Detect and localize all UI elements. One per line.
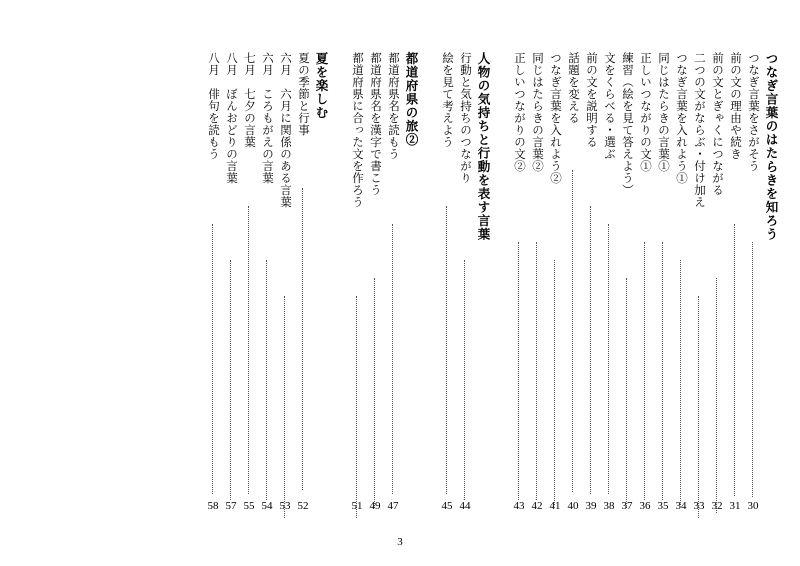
toc-page-number: 39: [585, 500, 597, 512]
toc-leader-dots: [644, 242, 646, 500]
toc-page-number: 42: [531, 500, 543, 512]
toc-leader-dots: [464, 260, 466, 500]
toc-entry-label: 人物の気持ちと行動を表す言葉: [476, 52, 490, 241]
toc-entry-label: 練習（絵を見て答えよう）: [621, 52, 633, 196]
toc-page-number: 37: [621, 500, 633, 512]
toc-page-number: 54: [261, 500, 273, 512]
toc-leader-dots: [266, 260, 268, 500]
toc-entry-label: 前の文を説明する: [585, 52, 597, 148]
toc-entry-label: 七月 七夕の言葉: [243, 52, 255, 148]
toc-entry-label: 絵を見て考えよう: [441, 52, 453, 148]
toc-spacer: [420, 52, 438, 512]
toc-entry[interactable]: [276, 52, 294, 512]
toc-leader-dots: [536, 242, 538, 500]
toc-entry-label: 文をくらべる・選ぶ: [603, 52, 615, 160]
toc-entry-label: 夏を楽しむ: [314, 52, 328, 120]
page-number: 3: [397, 536, 403, 548]
toc-leader-dots: [230, 260, 232, 500]
toc-section-heading[interactable]: [312, 52, 330, 512]
toc-leader-dots: [608, 224, 610, 494]
toc-page-number: 49: [369, 500, 381, 512]
toc-entry-label: 話題を変える: [567, 52, 579, 124]
toc-leader-dots: [392, 224, 394, 494]
toc-entry[interactable]: [600, 52, 618, 512]
toc-page-number: 52: [297, 500, 309, 512]
toc-leader-dots: [662, 242, 664, 500]
toc-entry[interactable]: [654, 52, 672, 512]
toc-entry-label: 同じはたらきの言葉②: [531, 52, 543, 172]
toc-entry-label: つなぎ言葉を入れよう②: [549, 52, 561, 184]
toc-entry-label: 正しいつながりの文①: [639, 52, 651, 172]
toc-section-heading[interactable]: [762, 52, 780, 512]
toc-page-number: 32: [711, 500, 723, 512]
toc-leader-dots: [626, 278, 628, 508]
toc-entry[interactable]: [528, 52, 546, 512]
toc-leader-dots: [680, 260, 682, 505]
toc-entry[interactable]: [510, 52, 528, 512]
toc-page-number: 40: [567, 500, 579, 512]
toc-entry-label: 都道府県に合った文を作ろう: [351, 52, 363, 208]
toc-entry-label: 都道府県名を漢字で書こう: [369, 52, 381, 196]
toc-page-number: 51: [351, 500, 363, 512]
toc-page-number: 45: [441, 500, 453, 512]
toc-spacer: [330, 52, 348, 512]
toc-entry[interactable]: [222, 52, 240, 512]
toc-entry-label: つなぎ言葉をさがそう: [747, 52, 759, 172]
toc-page-number: 41: [549, 500, 561, 512]
toc-page-number: 55: [243, 500, 255, 512]
toc-page-number: 53: [279, 500, 291, 512]
toc-leader-dots: [356, 296, 358, 518]
toc-entry-label: 前の文とぎゃくにつながる: [711, 52, 723, 196]
toc-entry-label: 都道府県の旅②: [404, 52, 418, 147]
toc-page-number: 58: [207, 500, 219, 512]
toc-entry-label: 正しいつながりの文②: [513, 52, 525, 172]
toc-entry[interactable]: [294, 52, 312, 512]
toc-entry[interactable]: [726, 52, 744, 512]
toc-entry[interactable]: [384, 52, 402, 512]
toc-section-heading[interactable]: [402, 52, 420, 512]
toc-entry-label: 前の文の理由や続き: [729, 52, 741, 160]
toc-entry-label: つなぎ言葉を入れよう①: [675, 52, 687, 184]
toc-leader-dots: [572, 170, 574, 492]
toc-entry[interactable]: [348, 52, 366, 512]
table-of-contents: [20, 52, 780, 522]
toc-entry-label: 八月 ぼんおどりの言葉: [225, 52, 237, 184]
toc-leader-dots: [752, 242, 754, 497]
toc-entry-label: 行動と気持ちのつながり: [459, 52, 471, 184]
toc-page-number: 36: [639, 500, 651, 512]
toc-leader-dots: [554, 260, 556, 505]
toc-section-heading[interactable]: [474, 52, 492, 512]
toc-leader-dots: [698, 296, 700, 518]
toc-entry[interactable]: [204, 52, 222, 512]
toc-entry-label: 六月 ころもがえの言葉: [261, 52, 273, 184]
toc-spacer: [492, 52, 510, 512]
toc-leader-dots: [374, 278, 376, 508]
toc-entry[interactable]: [744, 52, 762, 512]
toc-leader-dots: [716, 278, 718, 513]
toc-entry[interactable]: [438, 52, 456, 512]
toc-page-number: 30: [747, 500, 759, 512]
toc-page-number: 35: [657, 500, 669, 512]
toc-page-number: 43: [513, 500, 525, 512]
toc-page-number: 31: [729, 500, 741, 512]
toc-entry[interactable]: [546, 52, 564, 512]
toc-entry[interactable]: [708, 52, 726, 512]
toc-entry-label: 同じはたらきの言葉①: [657, 52, 669, 172]
toc-page-number: 44: [459, 500, 471, 512]
toc-entry[interactable]: [618, 52, 636, 512]
toc-entry-label: 夏の季節と行事: [297, 52, 309, 136]
toc-page-number: 47: [387, 500, 399, 512]
toc-leader-dots: [302, 188, 304, 490]
toc-entry[interactable]: [456, 52, 474, 512]
toc-leader-dots: [446, 206, 448, 494]
toc-entry[interactable]: [564, 52, 582, 512]
toc-leader-dots: [248, 206, 250, 494]
toc-entry[interactable]: [240, 52, 258, 512]
toc-entry-label: 六月 六月に関係のある言葉: [279, 52, 291, 208]
toc-entry[interactable]: [690, 52, 708, 512]
toc-entry[interactable]: [672, 52, 690, 512]
toc-page-number: 57: [225, 500, 237, 512]
toc-leader-dots: [590, 206, 592, 494]
toc-entry-label: 八月 俳句を読もう: [207, 52, 219, 160]
toc-entry-label: 二つの文がならぶ・付け加え: [693, 52, 705, 208]
toc-leader-dots: [734, 224, 736, 496]
toc-entry[interactable]: [366, 52, 384, 512]
toc-page-number: 38: [603, 500, 615, 512]
toc-entry[interactable]: [636, 52, 654, 512]
toc-leader-dots: [212, 224, 214, 494]
toc-leader-dots: [518, 242, 520, 500]
toc-page-number: 33: [693, 500, 705, 512]
toc-entry[interactable]: [582, 52, 600, 512]
toc-page-number: 34: [675, 500, 687, 512]
toc-entry-label: つなぎ言葉のはたらきを知ろう: [764, 52, 778, 241]
toc-leader-dots: [284, 296, 286, 518]
toc-entry-label: 都道府県名を読もう: [387, 52, 399, 160]
toc-entry[interactable]: [258, 52, 276, 512]
